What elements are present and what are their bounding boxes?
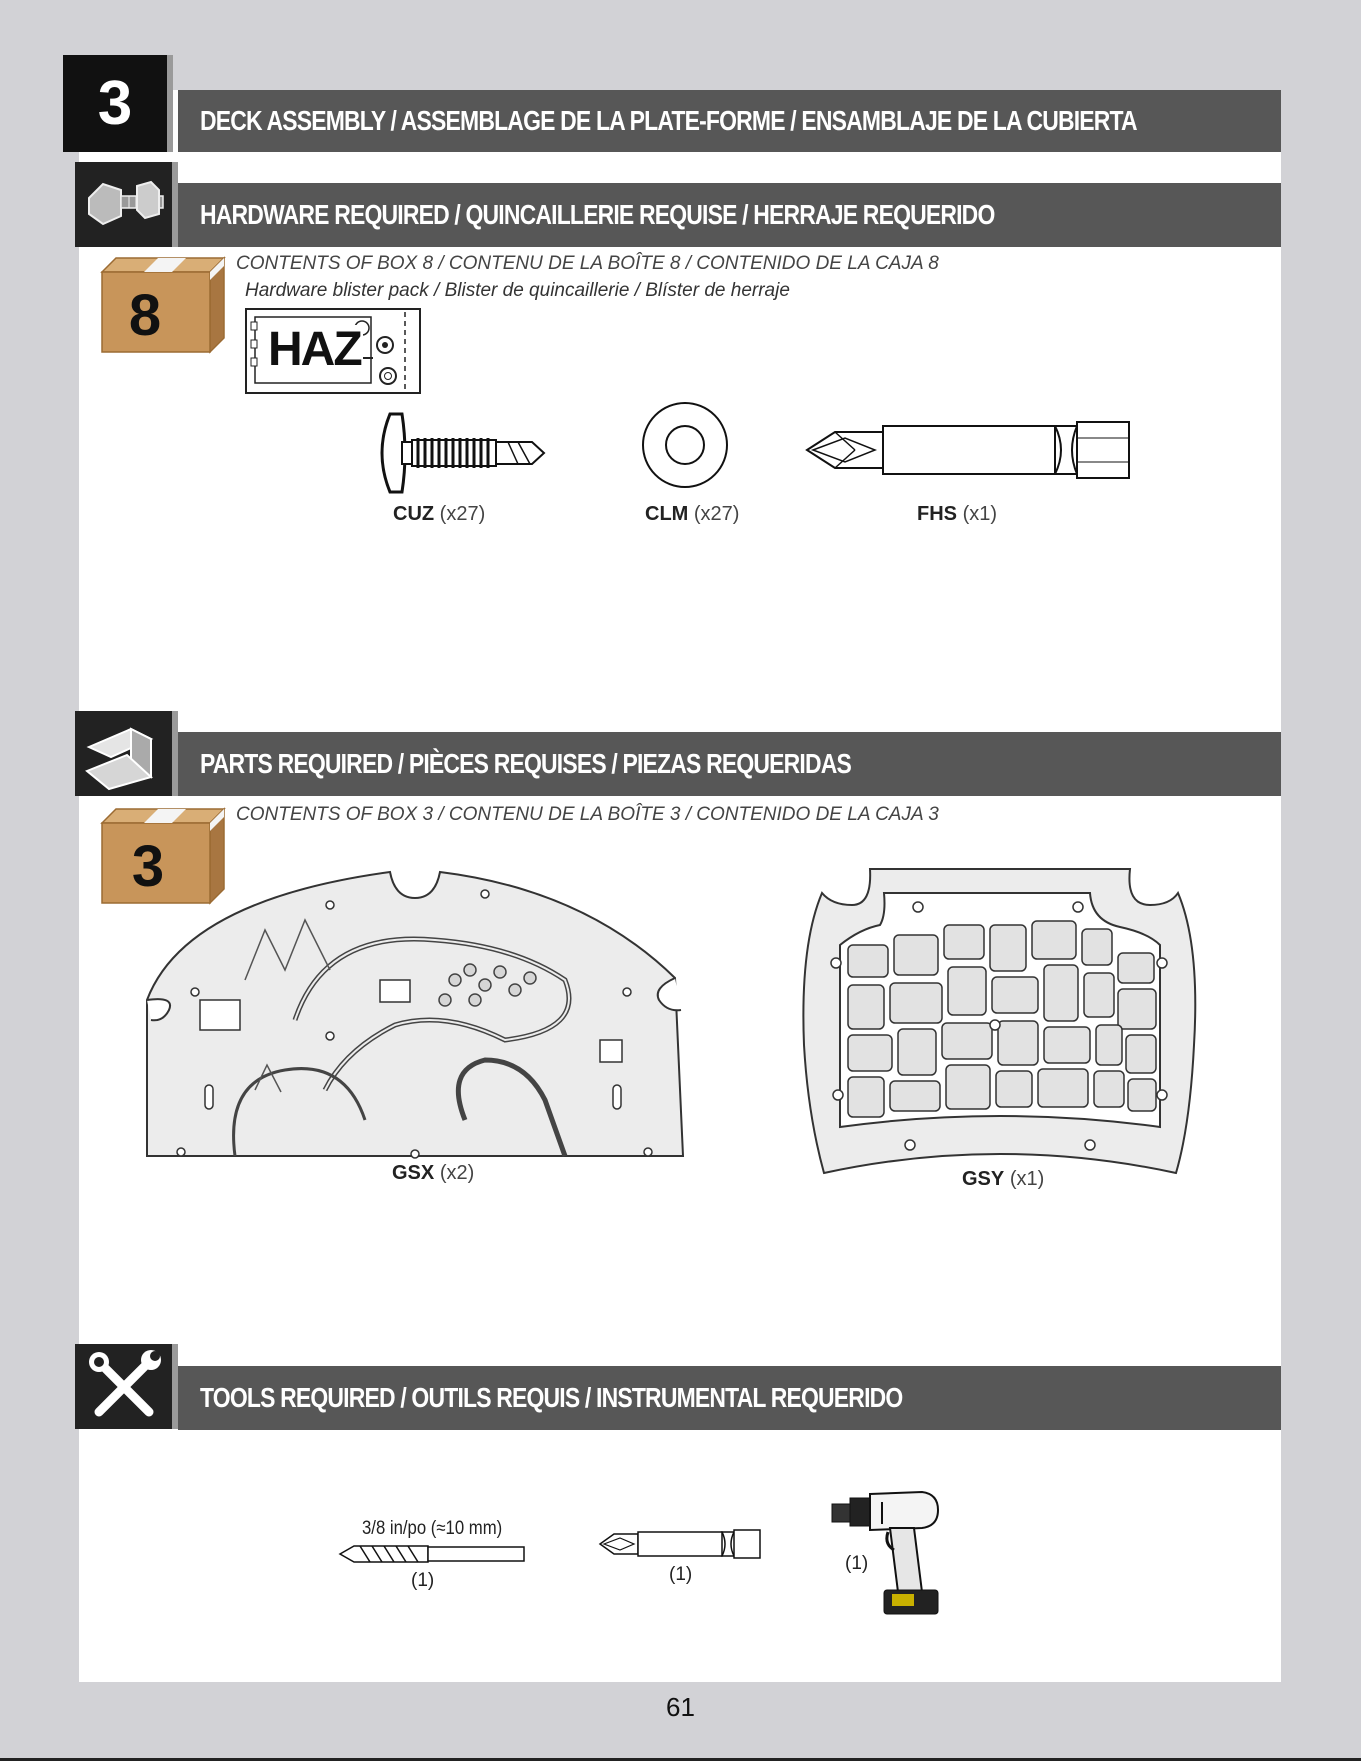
bolt-nut-icon xyxy=(81,168,171,243)
fhs-label xyxy=(917,503,997,526)
tools-title-bar xyxy=(178,1366,1281,1430)
cuz-label xyxy=(393,503,485,526)
box-8-number: 8 xyxy=(128,283,162,348)
hardware-title-bar xyxy=(178,183,1281,247)
blister-label: HAZ xyxy=(268,323,361,376)
driver-bit-icon xyxy=(805,414,1135,484)
stone-deck-panel xyxy=(800,865,1200,1185)
fhs-qty: (x1) xyxy=(962,503,998,525)
cuz-code: CUZ xyxy=(393,503,435,525)
clm-label xyxy=(645,503,739,526)
gsy-qty: (x1) xyxy=(1009,1168,1045,1190)
step-number: 3 xyxy=(63,55,173,152)
phillips-bit-icon xyxy=(598,1526,764,1562)
fhs-code: FHS xyxy=(917,503,957,525)
gsx-label xyxy=(392,1162,474,1185)
step-title-bar xyxy=(178,90,1281,152)
clm-qty: (x27) xyxy=(693,503,740,525)
box-3-number: 3 xyxy=(131,834,165,899)
cuz-qty: (x27) xyxy=(439,503,486,525)
hardware-tab xyxy=(75,162,178,247)
washer-icon xyxy=(640,400,730,490)
gsy-code: GSY xyxy=(962,1168,1005,1190)
bracket-icon xyxy=(79,715,171,793)
drill-bit-icon xyxy=(338,1542,528,1566)
tools-title: TOOLS REQUIRED / OUTILS REQUIS / INSTRUMENTAL REQUERIDO xyxy=(200,1382,903,1413)
cordless-drill-qty: (1) xyxy=(845,1553,869,1574)
screw-icon xyxy=(372,408,562,498)
parts-tab xyxy=(75,711,178,796)
wrench-screwdriver-icon xyxy=(85,1348,165,1424)
drill-bit-spec: 3/8 in/po (≈10 mm) xyxy=(362,1518,503,1539)
blister-line: Hardware blister pack / Blister de quincaillerie / Blíster de herraje xyxy=(245,280,790,301)
hardware-title: HARDWARE REQUIRED / QUINCAILLERIE REQUISE / HERRAJE REQUERIDO xyxy=(200,199,995,230)
parts-title: PARTS REQUIRED / PIÈCES REQUISES / PIEZAS REQUERIDAS xyxy=(200,748,851,779)
tools-tab xyxy=(75,1344,178,1429)
gsx-code: GSX xyxy=(392,1162,435,1184)
half-round-deck-panel xyxy=(145,860,685,1160)
clm-code: CLM xyxy=(645,503,689,525)
page-number: 61 xyxy=(666,1692,695,1722)
phillips-bit-qty: (1) xyxy=(669,1564,693,1585)
drill-bit-qty: (1) xyxy=(411,1570,435,1591)
parts-title-bar xyxy=(178,732,1281,796)
gsy-label xyxy=(962,1168,1044,1191)
step-title: DECK ASSEMBLY / ASSEMBLAGE DE LA PLATE-FORME / ENSAMBLAJE DE LA CUBIERTA xyxy=(200,105,1137,136)
hardware-contents-line: CONTENTS OF BOX 8 / CONTENU DE LA BOÎTE 8 / CONTENIDO DE LA CAJA 8 xyxy=(236,253,939,274)
gsx-qty: (x2) xyxy=(439,1162,475,1184)
parts-contents-line: CONTENTS OF BOX 3 / CONTENU DE LA BOÎTE 3 / CONTENIDO DE LA CAJA 3 xyxy=(236,804,939,825)
